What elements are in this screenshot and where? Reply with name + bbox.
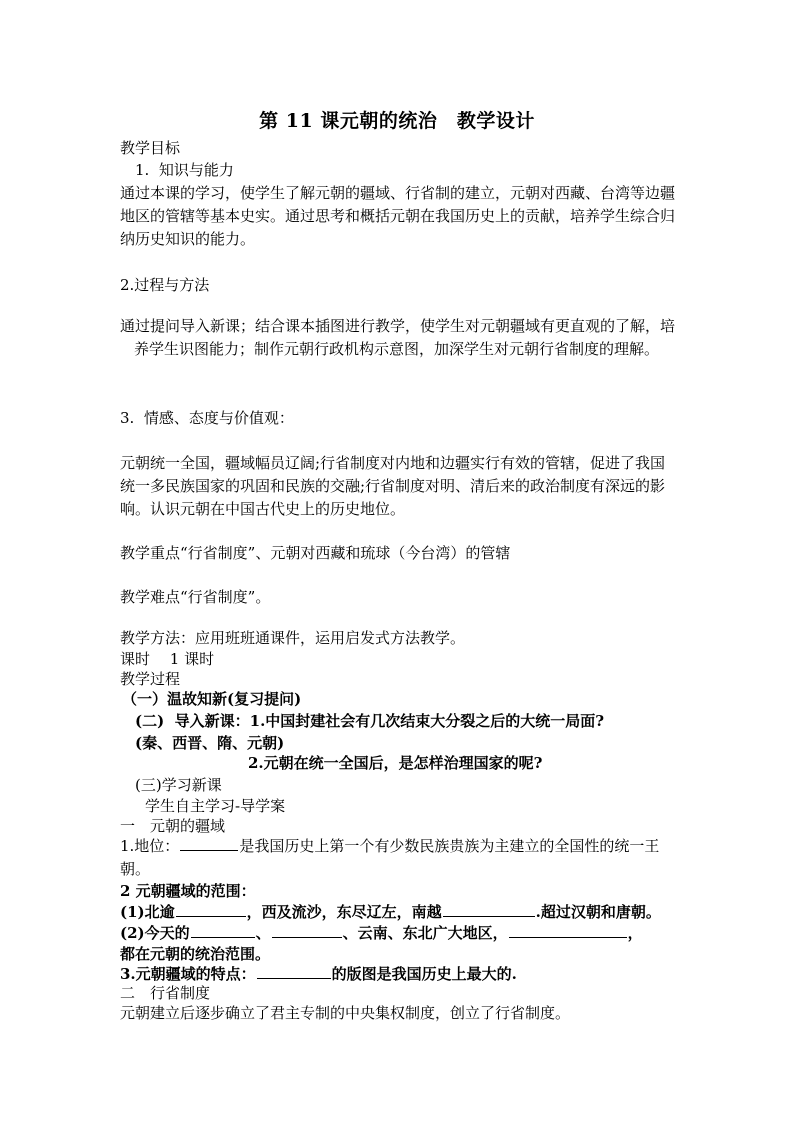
page-title: 第 11 课元朝的统治 教学设计 (259, 110, 535, 132)
section1-feature: 3.元朝疆域的特点： 的版图是我国历史上最大的. (120, 965, 517, 983)
fill-blank[interactable] (272, 923, 342, 938)
fill-blank[interactable] (191, 923, 255, 938)
section1-scope-heading: 2 元朝疆域的范围： (120, 882, 256, 900)
fill-blank[interactable] (443, 902, 535, 917)
step-intro-question-2: 2.元朝在统一全国后，是怎样治理国家的呢? (248, 754, 543, 772)
class-hours: 课时 1 课时 (120, 650, 215, 668)
objectives-heading: 教学目标 (120, 139, 181, 157)
section2-text: 元朝建立后逐步确立了君主专制的中央集权制度，创立了行省制度。 (120, 1004, 571, 1022)
section1-status: 1.地位： 是我国历史上第一个有少数民族贵族为主建立的全国性的统一王朝。 (120, 837, 660, 878)
section2-heading: 二 行省制度 (120, 984, 211, 1002)
emotion-heading: 3. 情感、态度与价值观： (120, 409, 294, 427)
step-review: （一）温故知新(复习提问) (122, 690, 302, 708)
difficulty: 教学难点“行省制度”。 (120, 588, 271, 606)
teaching-method: 教学方法：应用班班通课件，运用启发式方法教学。 (120, 629, 466, 647)
step-intro-question-1: (二) 导入新课：1.中国封建社会有几次结束大分裂之后的大统一局面? (135, 712, 605, 730)
process-heading: 教学过程 (120, 670, 181, 688)
section1-heading: 一 元朝的疆域 (120, 817, 226, 835)
step-intro-answer-1: (秦、西晋、隋、元朝) (135, 734, 285, 752)
key-point: 教学重点“行省制度”、元朝对西藏和琉球（今台湾）的管辖 (120, 544, 511, 562)
section1-scope-2-cont: 都在元朝的统治范围。 (120, 945, 271, 963)
fill-blank[interactable] (257, 964, 331, 979)
fill-blank[interactable] (180, 836, 238, 851)
process-method-heading: 2.过程与方法 (120, 276, 210, 294)
section1-scope-2: (2)今天的 、 、云南、东北广大地区， ， (120, 924, 643, 942)
emotion-text: 元朝统一全国，疆域幅员辽阔;行省制度对内地和边疆实行有效的管辖，促进了我国统一多民族国家的巩固和民族的交融;行省制度对明、清后来的政治制度有深远的影响。认识元朝在中国古代史上的历史地位。 (120, 454, 666, 518)
fill-blank[interactable] (509, 923, 627, 938)
step-new-lesson: (三)学习新课 (135, 776, 222, 794)
knowledge-text: 通过本课的学习，使学生了解元朝的疆域、行省制的建立，元朝对西藏、台湾等边疆地区的管辖等基本史实。通过思考和概括元朝在我国历史上的贡献，培养学生综合归纳历史知识的能力。 (120, 184, 676, 248)
section1-scope-1: (1)北逾 ，西及流沙，东尽辽左，南越 .超过汉朝和唐朝。 (120, 903, 661, 921)
knowledge-heading: 1. 知识与能力 (135, 161, 234, 179)
process-method-text: 通过提问导入新课；结合课本插图进行教学，使学生对元朝疆域有更直观的了解，培养学生识图能力；制作元朝行政机构示意图，加深学生对元朝行省制度的理解。 (120, 317, 676, 358)
fill-blank[interactable] (176, 902, 246, 917)
step-self-study: 学生自主学习-导学案 (145, 797, 286, 815)
